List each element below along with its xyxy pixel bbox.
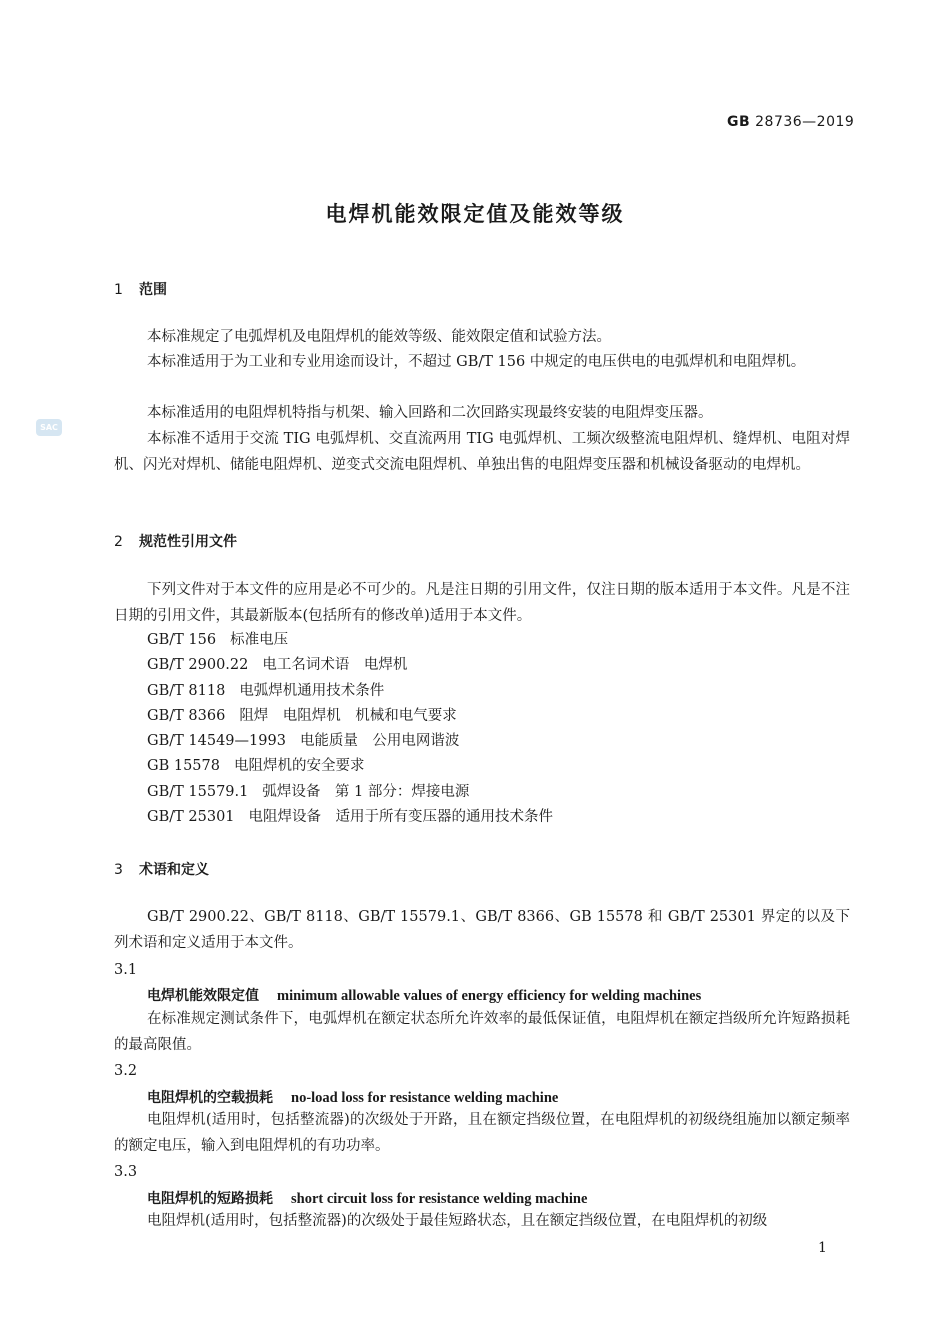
watermark-logo: SAC: [36, 419, 62, 436]
reference-code: GB/T 2900.22: [147, 657, 249, 673]
term-chinese: 电焊机能效限定值: [147, 988, 259, 1004]
reference-title: 电工名词术语 电焊机: [262, 657, 408, 673]
reference-item: [147, 679, 384, 705]
section-title: 规范性引用文件: [139, 534, 237, 550]
term-definition: 电阻焊机(适用时，包括整流器)的次级处于最佳短路状态，且在额定挡级位置，在电阻焊机的初级: [147, 1213, 768, 1229]
term-chinese: 电阻焊机的空载损耗: [147, 1090, 273, 1106]
reference-code: GB/T 14549—1993: [147, 733, 286, 749]
reference-code: GB/T 15579.1: [147, 784, 249, 800]
term-heading: [147, 985, 701, 1005]
section-number: 3: [114, 862, 123, 878]
standard-code: 28736—2019: [755, 114, 855, 130]
paragraph: 本标准适用于为工业和专业用途而设计，不超过 GB/T 156 中规定的电压供电的电弧焊机和电阻焊机。: [147, 354, 806, 370]
term-definition: 电阻焊机(适用时，包括整流器)的次级处于开路，且在额定挡级位置，在电阻焊机的初级绕组施加以额定频率的额定电压，输入到电阻焊机的有功功率。: [114, 1112, 850, 1154]
term-english: no-load loss for resistance welding machine: [291, 1090, 559, 1106]
reference-code: GB 15578: [147, 758, 220, 774]
term-english: short circuit loss for resistance welding machine: [291, 1191, 588, 1207]
term-heading: [147, 1087, 558, 1107]
reference-title: 阻焊 电阻焊机 机械和电气要求: [239, 708, 457, 724]
term-definition: 在标准规定测试条件下，电弧焊机在额定状态所允许效率的最低保证值，电阻焊机在额定挡级所允许短路损耗的最高限值。: [114, 1011, 850, 1053]
reference-item: [147, 704, 457, 730]
reference-title: 电能质量 公用电网谐波: [299, 733, 460, 749]
standard-prefix: GB: [727, 114, 751, 130]
reference-item: [147, 653, 407, 679]
paragraph: 本标准不适用于交流 TIG 电弧焊机、交直流两用 TIG 电弧焊机、工频次级整流电阻焊机、缝焊机、电阻对焊机、闪光对焊机、储能电阻焊机、逆变式交流电阻焊机、单独出售的电阻焊变压器和机械设备驱动的电焊机。: [114, 431, 850, 473]
reference-item: [147, 628, 288, 654]
paragraph: 本标准适用的电阻焊机特指与机架、输入回路和二次回路实现最终安装的电阻焊变压器。: [147, 405, 713, 421]
paragraph: 本标准规定了电弧焊机及电阻焊机的能效等级、能效限定值和试验方法。: [147, 329, 611, 345]
reference-item: [147, 805, 553, 831]
clause-number: 3.3: [114, 1164, 138, 1180]
term-chinese: 电阻焊机的短路损耗: [147, 1191, 273, 1207]
section-3-heading: [114, 859, 209, 879]
page-number: 1: [818, 1240, 827, 1256]
section-2-heading: [114, 531, 237, 551]
section-1-heading: [114, 279, 167, 299]
document-title: 电焊机能效限定值及能效等级: [325, 202, 625, 226]
section-title: 范围: [139, 282, 167, 298]
paragraph: 下列文件对于本文件的应用是必不可少的。凡是注日期的引用文件，仅注日期的版本适用于本文件。凡是不注日期的引用文件，其最新版本(包括所有的修改单)适用于本文件。: [114, 582, 850, 624]
standard-number: [727, 114, 854, 130]
clause-number: 3.1: [114, 962, 138, 978]
reference-item: [147, 754, 364, 780]
section-number: 1: [114, 282, 123, 298]
reference-code: GB/T 25301: [147, 809, 235, 825]
reference-title: 电阻焊机的安全要求: [233, 758, 365, 774]
reference-title: 电弧焊机通用技术条件: [239, 683, 385, 699]
reference-code: GB/T 8366: [147, 708, 226, 724]
paragraph: GB/T 2900.22、GB/T 8118、GB/T 15579.1、GB/T 8366、GB 15578 和 GB/T 25301 界定的以及下列术语和定义适用于本文件。: [114, 909, 850, 951]
reference-title: 弧焊设备 第 1 部分：焊接电源: [262, 784, 470, 800]
section-number: 2: [114, 534, 123, 550]
section-title: 术语和定义: [139, 862, 209, 878]
reference-item: [147, 729, 459, 755]
reference-title: 标准电压: [230, 632, 289, 648]
reference-code: GB/T 8118: [147, 683, 226, 699]
term-heading: [147, 1188, 587, 1208]
reference-item: [147, 780, 469, 806]
term-english: minimum allowable values of energy efficiency for welding machines: [277, 988, 702, 1004]
reference-code: GB/T 156: [147, 632, 217, 648]
clause-number: 3.2: [114, 1063, 138, 1079]
reference-title: 电阻焊设备 适用于所有变压器的通用技术条件: [248, 809, 554, 825]
